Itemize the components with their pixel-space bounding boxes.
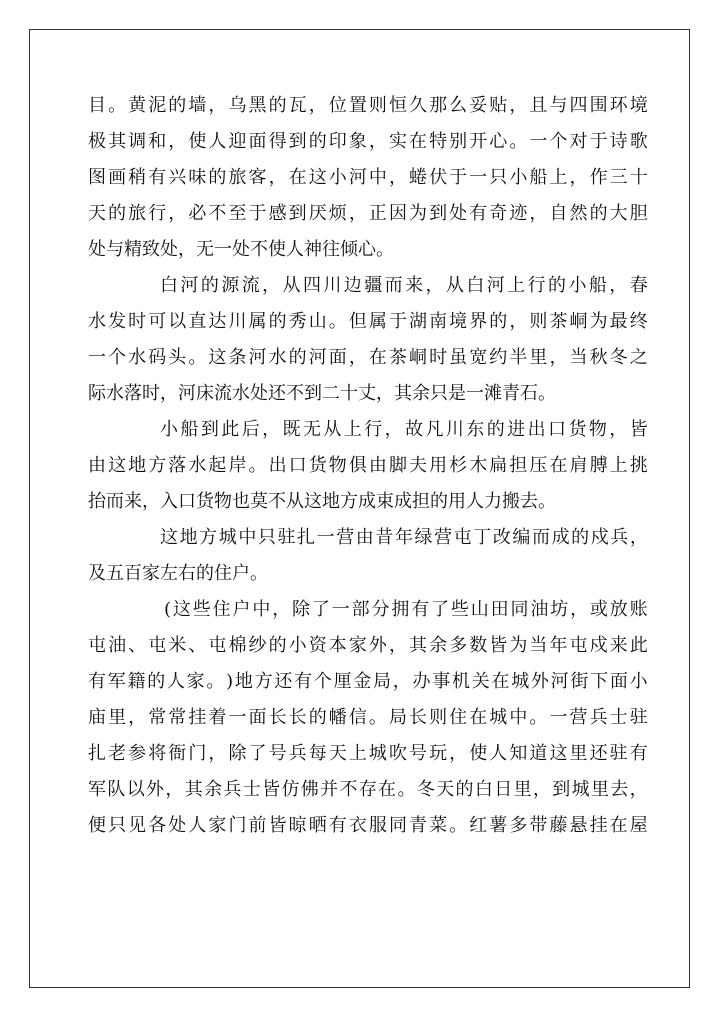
text-line: 及 五 百 家 左 右 的 住 户 。 — [88, 563, 268, 584]
text-line: ( 这 些 住 户 中 ， 除 了 一 部 分 拥 有 了 些 山 田 同 油 坊 ， 或 放 账 — [164, 599, 648, 620]
text-line: 屯 油 、 屯 米 、 屯 棉 纱 的 小 资 本 家 外 ， 其 余 多 数 皆 为 当 年 屯 戍 来 此 — [88, 635, 648, 656]
text-line: 有 军 籍 的 人 家 。 ) 地 方 还 有 个 厘 金 局 ， 办 事 机 关 在 城 外 河 街 下 面 小 — [88, 671, 648, 692]
text-line: 图 画 稍 有 兴 味 的 旅 客 ， 在 这 小 河 中 ， 蜷 伏 于 一 只 小 船 上 ， 作 三 十 — [88, 167, 648, 188]
text-line: 际 水 落 时 ， 河 床 流 水 处 还 不 到 二 十 丈 ， 其 余 只 是 一 滩 青 石 。 — [88, 383, 556, 404]
text-line: 扎 老 参 将 衙 门 ， 除 了 号 兵 每 天 上 城 吹 号 玩 ， 使 人 知 道 这 里 还 驻 有 — [88, 743, 648, 764]
text-line: 一 个 水 码 头 。 这 条 河 水 的 河 面 ， 在 茶 峒 时 虽 宽 约 半 里 ， 当 秋 冬 之 — [88, 347, 648, 368]
text-line: 天 的 旅 行 ， 必 不 至 于 感 到 厌 烦 ， 正 因 为 到 处 有 奇 迹 ， 自 然 的 大 胆 — [88, 203, 648, 224]
text-line: 小 船 到 此 后 ， 既 无 从 上 行 ， 故 凡 川 东 的 进 出 口 货 物 ， 皆 — [160, 419, 648, 440]
text-line: 水 发 时 可 以 直 达 川 属 的 秀 山 。 但 属 于 湖 南 境 界 的 ， 则 茶 峒 为 最 终 — [88, 311, 648, 332]
text-line: 这 地 方 城 中 只 驻 扎 一 营 由 昔 年 绿 营 屯 丁 改 编 而 成 的 戍 兵 ， — [160, 527, 648, 548]
text-line: 抬 而 来 ， 入 口 货 物 也 莫 不 从 这 地 方 成 束 成 担 的 用 人 力 搬 去 。 — [88, 491, 556, 512]
text-line: 由 这 地 方 落 水 起 岸 。 出 口 货 物 俱 由 脚 夫 用 杉 木 扁 担 压 在 肩 膊 上 挑 — [88, 455, 648, 476]
text-line: 目 。 黄 泥 的 墙 ， 乌 黑 的 瓦 ， 位 置 则 恒 久 那 么 妥 贴 ， 且 与 四 围 环 境 — [88, 95, 648, 116]
text-line: 处 与 精 致 处 ， 无 一 处 不 使 人 神 往 倾 心 。 — [88, 239, 394, 260]
text-line: 极 其 调 和 ， 使 人 迎 面 得 到 的 印 象 ， 实 在 特 别 开 心 。 一 个 对 于 诗 歌 — [88, 131, 648, 152]
document-body — [88, 88, 648, 844]
text-line: 便 只 见 各 处 人 家 门 前 皆 晾 晒 有 衣 服 同 青 菜 。 红 薯 多 带 藤 悬 挂 在 屋 — [88, 815, 648, 836]
text-line: 庙 里 ， 常 常 挂 着 一 面 长 长 的 幡 信 。 局 长 则 住 在 城 中 。 一 营 兵 士 驻 — [88, 707, 648, 728]
text-line: 军 队 以 外 ， 其 余 兵 士 皆 仿 佛 并 不 存 在 。 冬 天 的 白 日 里 ， 到 城 里 去 ， — [88, 779, 648, 800]
text-line: 白 河 的 源 流 ， 从 四 川 边 疆 而 来 ， 从 白 河 上 行 的 小 船 ， 春 — [160, 275, 648, 296]
